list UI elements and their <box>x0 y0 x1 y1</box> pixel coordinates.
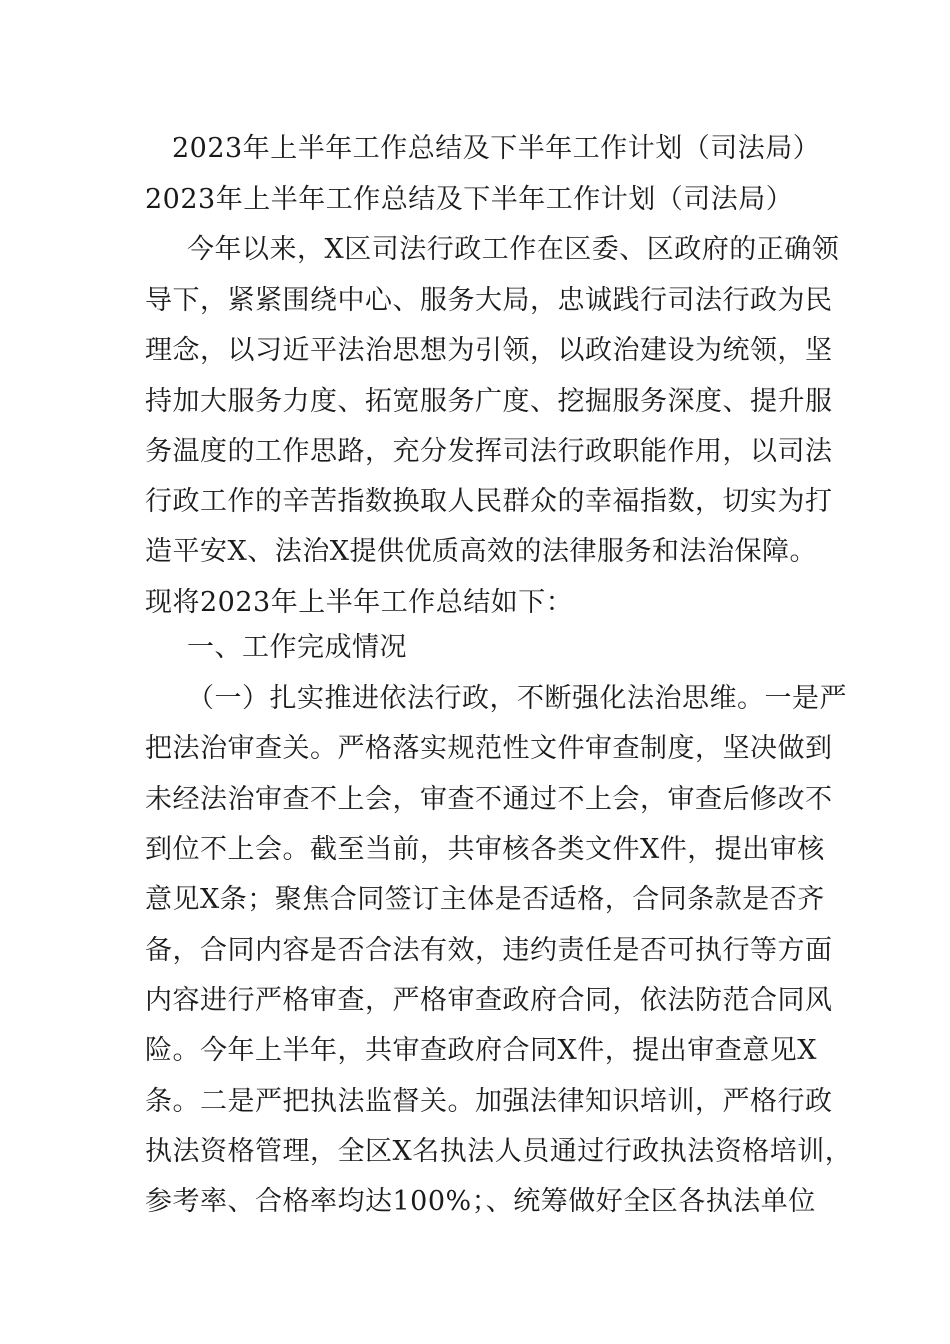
paragraph-1-line: 今年以来，X区司法行政工作在区委、区政府的正确领 <box>187 234 840 265</box>
paragraph-2-line: 内容进行严格审查，严格审查政府合同，依法防范合同风 <box>145 985 833 1016</box>
paragraph-1-line: 导下，紧紧围绕中心、服务大局，忠诚践行司法行政为民 <box>145 285 833 316</box>
paragraph-1-line: 持加大服务力度、拓宽服务广度、挖掘服务深度、提升服 <box>145 386 833 417</box>
paragraph-2-line: 意见X条；聚焦合同签订主体是否适格，合同条款是否齐 <box>145 884 825 915</box>
document-title: 2023年上半年工作总结及下半年工作计划（司法局） <box>172 133 821 164</box>
paragraph-1-line: 造平安X、法治X提供优质高效的法律服务和法治保障。 <box>145 536 817 567</box>
paragraph-2-line: 到位不上会。截至当前，共审核各类文件X件，提出审核 <box>145 834 825 865</box>
paragraph-2-line: 备，合同内容是否合法有效，违约责任是否可执行等方面 <box>145 935 833 966</box>
paragraph-1-line: 行政工作的辛苦指数换取人民群众的幸福指数，切实为打 <box>145 486 833 517</box>
paragraph-1-line: 现将2023年上半年工作总结如下： <box>145 587 574 618</box>
paragraph-2-line: 执法资格管理，全区X名执法人员通过行政执法资格培训， <box>145 1136 853 1167</box>
paragraph-2-line: 条。二是严把执法监督关。加强法律知识培训，严格行政 <box>145 1086 833 1117</box>
document-subtitle: 2023年上半年工作总结及下半年工作计划（司法局） <box>145 184 794 215</box>
paragraph-1-line: 理念，以习近平法治思想为引领，以政治建设为统领，坚 <box>145 335 833 366</box>
paragraph-2-line: 险。今年上半年，共审查政府合同X件，提出审查意见X <box>145 1035 817 1066</box>
paragraph-2-line: （一）扎实推进依法行政，不断强化法治思维。一是严 <box>187 683 847 714</box>
paragraph-2-line: 把法治审查关。严格落实规范性文件审查制度，坚决做到 <box>145 733 833 764</box>
paragraph-1-line: 务温度的工作思路，充分发挥司法行政职能作用，以司法 <box>145 436 833 467</box>
paragraph-2-line: 参考率、合格率均达100%；、统筹做好全区各执法单位 <box>145 1186 816 1217</box>
paragraph-2-line: 未经法治审查不上会，审查不通过不上会，审查后修改不 <box>145 784 833 815</box>
section-heading: 一、工作完成情况 <box>187 632 407 663</box>
